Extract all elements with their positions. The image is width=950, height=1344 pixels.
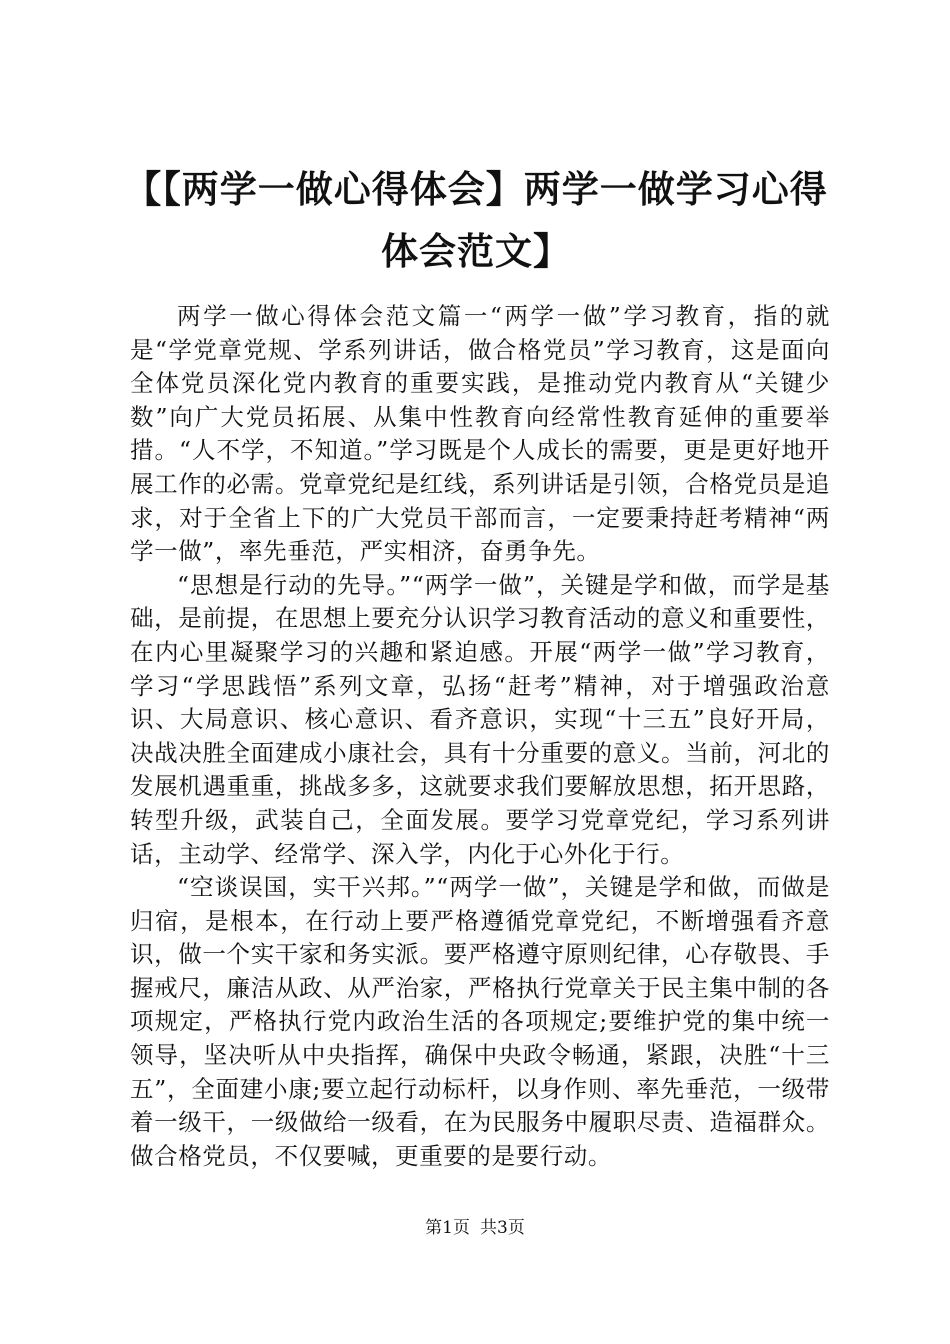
paragraph-1: 两学一做心得体会范文篇一“两学一做”学习教育，指的就是“学党章党规、学系列讲话，做合格党员”学习教育，这是面向全体党员深化党内教育的重要实践，是推动党内教育从“关键少数”向广大党员拓展、从集中性教育向经常性教育延伸的重要举措。“人不学，不知道。”学习既是个人成长的需要，更是更好地开展工作的必需。党章党纪是红线，系列讲话是引领，合格党员是追求，对于全省上下的广大党员干部而言，一定要秉持赶考精神“两学一做”，率先垂范，严实相济，奋勇争先。	[130, 302, 830, 566]
page-footer	[0, 1216, 950, 1240]
document-body	[130, 300, 830, 1173]
page-total: 共3页	[480, 1218, 525, 1238]
paragraph-2: “思想是行动的先导。”“两学一做”，关键是学和做，而学是基础，是前提，在思想上要充分认识学习教育活动的意义和重要性，在内心里凝聚学习的兴趣和紧迫感。开展“两学一做”学习教育，学习“学思践悟”系列文章，弘扬“赶考”精神，对于增强政治意识、大局意识、核心意识、看齐意识，实现“十三五”良好开局，决战决胜全面建成小康社会，具有十分重要的意义。当前，河北的发展机遇重重，挑战多多，这就要求我们要解放思想，拓开思路，转型升级，武装自己，全面发展。要学习党章党纪，学习系列讲话，主动学、经常学、深入学，内化于心外化于行。	[130, 570, 830, 868]
paragraph-3: “空谈误国，实干兴邦。”“两学一做”，关键是学和做，而做是归宿，是根本，在行动上要严格遵循党章党纪，不断增强看齐意识，做一个实干家和务实派。要严格遵守原则纪律，心存敬畏、手握戒尺，廉洁从政、从严治家，严格执行党章关于民主集中制的各项规定，严格执行党内政治生活的各项规定;要维护党的集中统一领导，坚决听从中央指挥，确保中央政令畅通，紧跟，决胜“十三五”，全面建小康;要立起行动标杆，以身作则、率先垂范，一级带着一级干，一级做给一级看，在为民服务中履职尽责、造福群众。做合格党员，不仅要喊，更重要的是要行动。	[130, 873, 830, 1170]
page-number: 第1页	[425, 1218, 470, 1238]
document-title: 【【两学一做心得体会】两学一做学习心得体会范文】	[124, 167, 828, 273]
